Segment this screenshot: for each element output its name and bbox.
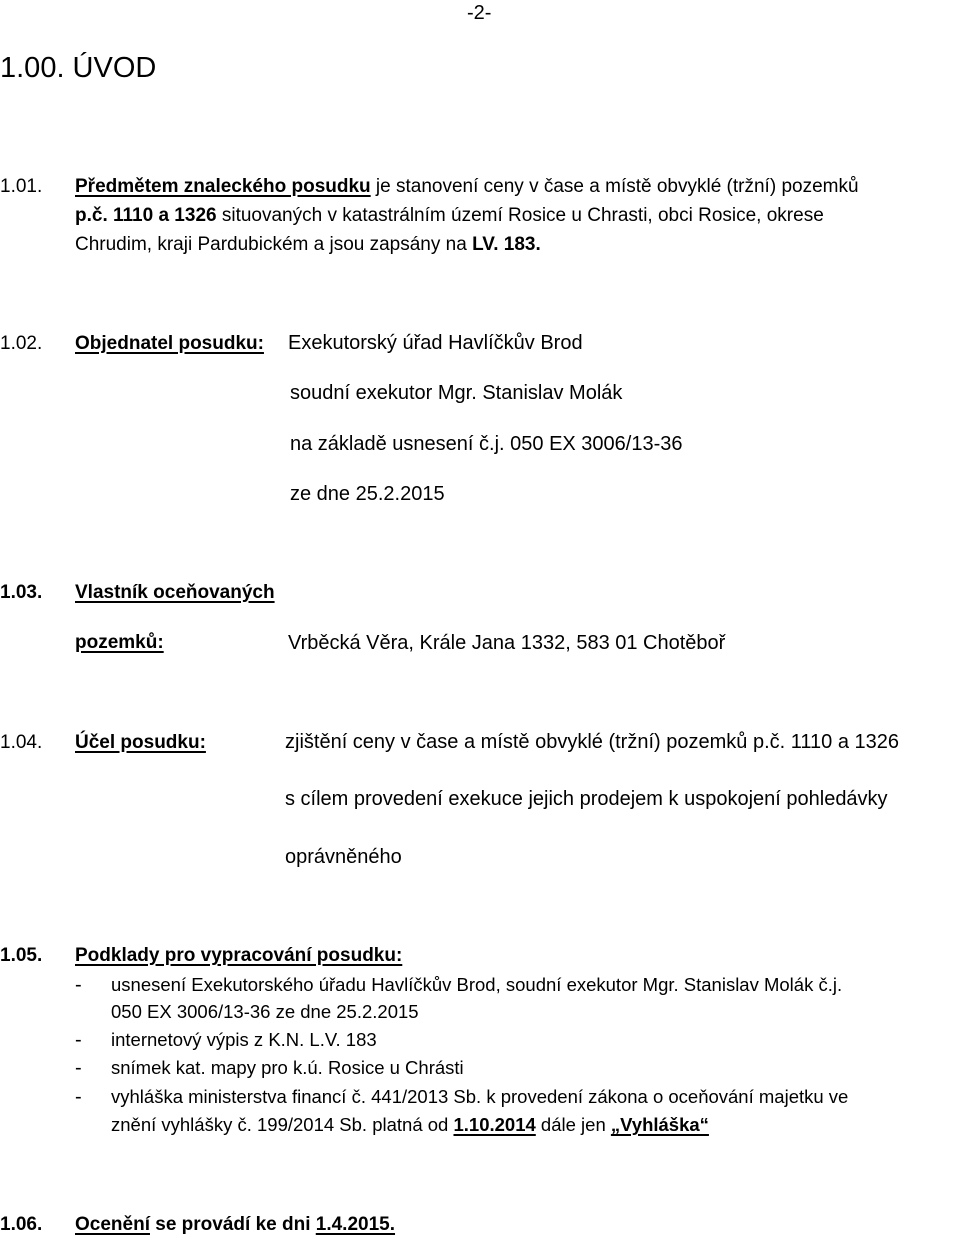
list-bullet: - — [75, 1057, 82, 1079]
section-number: 1.01. — [0, 176, 43, 197]
list-bullet: - — [75, 1086, 82, 1108]
valuation-date: 1.4.2015. — [315, 1214, 396, 1235]
client-line-3: na základě usnesení č.j. 050 EX 3006/13-36 — [290, 433, 683, 455]
owner-label-2: pozemků: — [75, 632, 164, 653]
purpose-line-3: oprávněného — [285, 846, 402, 868]
source-item-4b — [111, 1114, 709, 1136]
list-bullet: - — [75, 1029, 82, 1051]
regulation-short-name: „Vyhláška“ — [610, 1114, 709, 1135]
client-label: Objednatel posudku: — [75, 333, 264, 354]
section-number: 1.04. — [0, 732, 43, 753]
section-1-01-title: Předmětem znaleckého posudku — [75, 176, 371, 197]
section-number: 1.06. — [0, 1214, 43, 1235]
sources-label: Podklady pro vypracování posudku: — [75, 945, 403, 966]
source-item-4b-text: znění vyhlášky č. 199/2014 Sb. platná od — [111, 1114, 454, 1135]
section-number: 1.02. — [0, 333, 43, 354]
section-1-01-text: je stanovení ceny v čase a místě obvyklé (tržní) pozemků — [370, 176, 859, 197]
land-register-number: LV. 183. — [472, 234, 541, 255]
page-number: -2- — [467, 2, 492, 24]
valuation-date-line — [75, 1214, 395, 1236]
section-number: 1.03. — [0, 582, 43, 603]
client-line-4: ze dne 25.2.2015 — [290, 483, 445, 505]
source-item-1a: usnesení Exekutorského úřadu Havlíčkův Brod, soudní exekutor Mgr. Stanislav Molák č.j. — [111, 974, 843, 995]
client-line-1: Exekutorský úřad Havlíčkův Brod — [288, 332, 583, 354]
source-item-4b-mid: dále jen — [535, 1114, 611, 1135]
source-item-3: snímek kat. mapy pro k.ú. Rosice u Chrásti — [111, 1057, 464, 1078]
purpose-line-2: s cílem provedení exekuce jejich prodejem k uspokojení pohledávky — [285, 788, 888, 810]
section-1-01-line-2 — [75, 205, 824, 227]
parcel-numbers: p.č. 1110 a 1326 — [75, 205, 217, 226]
source-item-2: internetový výpis z K.N. L.V. 183 — [111, 1029, 377, 1050]
owner-value: Vrběcká Věra, Krále Jana 1332, 583 01 Chotěboř — [288, 632, 726, 654]
section-heading: 1.00. ÚVOD — [0, 52, 157, 84]
section-1-01-text-3: Chrudim, kraji Pardubickém a jsou zapsány na — [75, 234, 473, 255]
valuation-label: Ocenění — [75, 1214, 150, 1235]
source-item-1b: 050 EX 3006/13-36 ze dne 25.2.2015 — [111, 1001, 419, 1022]
section-1-01-text-2: situovaných v katastrálním území Rosice u Chrasti, obci Rosice, okrese — [216, 205, 824, 226]
source-item-4a: vyhláška ministerstva financí č. 441/2013 Sb. k provedení zákona o oceňování majetku ve — [111, 1086, 849, 1107]
list-bullet: - — [75, 974, 82, 996]
valuation-text: se provádí ke dni — [149, 1214, 316, 1235]
client-line-2: soudní exekutor Mgr. Stanislav Molák — [290, 382, 623, 404]
owner-label-1: Vlastník oceňovaných — [75, 582, 275, 603]
section-1-01-line-3 — [75, 234, 541, 256]
section-1-01-line-1 — [75, 176, 859, 198]
purpose-label: Účel posudku: — [75, 732, 206, 753]
purpose-line-1: zjištění ceny v čase a místě obvyklé (tržní) pozemků p.č. 1110 a 1326 — [285, 731, 899, 753]
effective-date: 1.10.2014 — [453, 1114, 536, 1135]
section-number: 1.05. — [0, 945, 43, 966]
